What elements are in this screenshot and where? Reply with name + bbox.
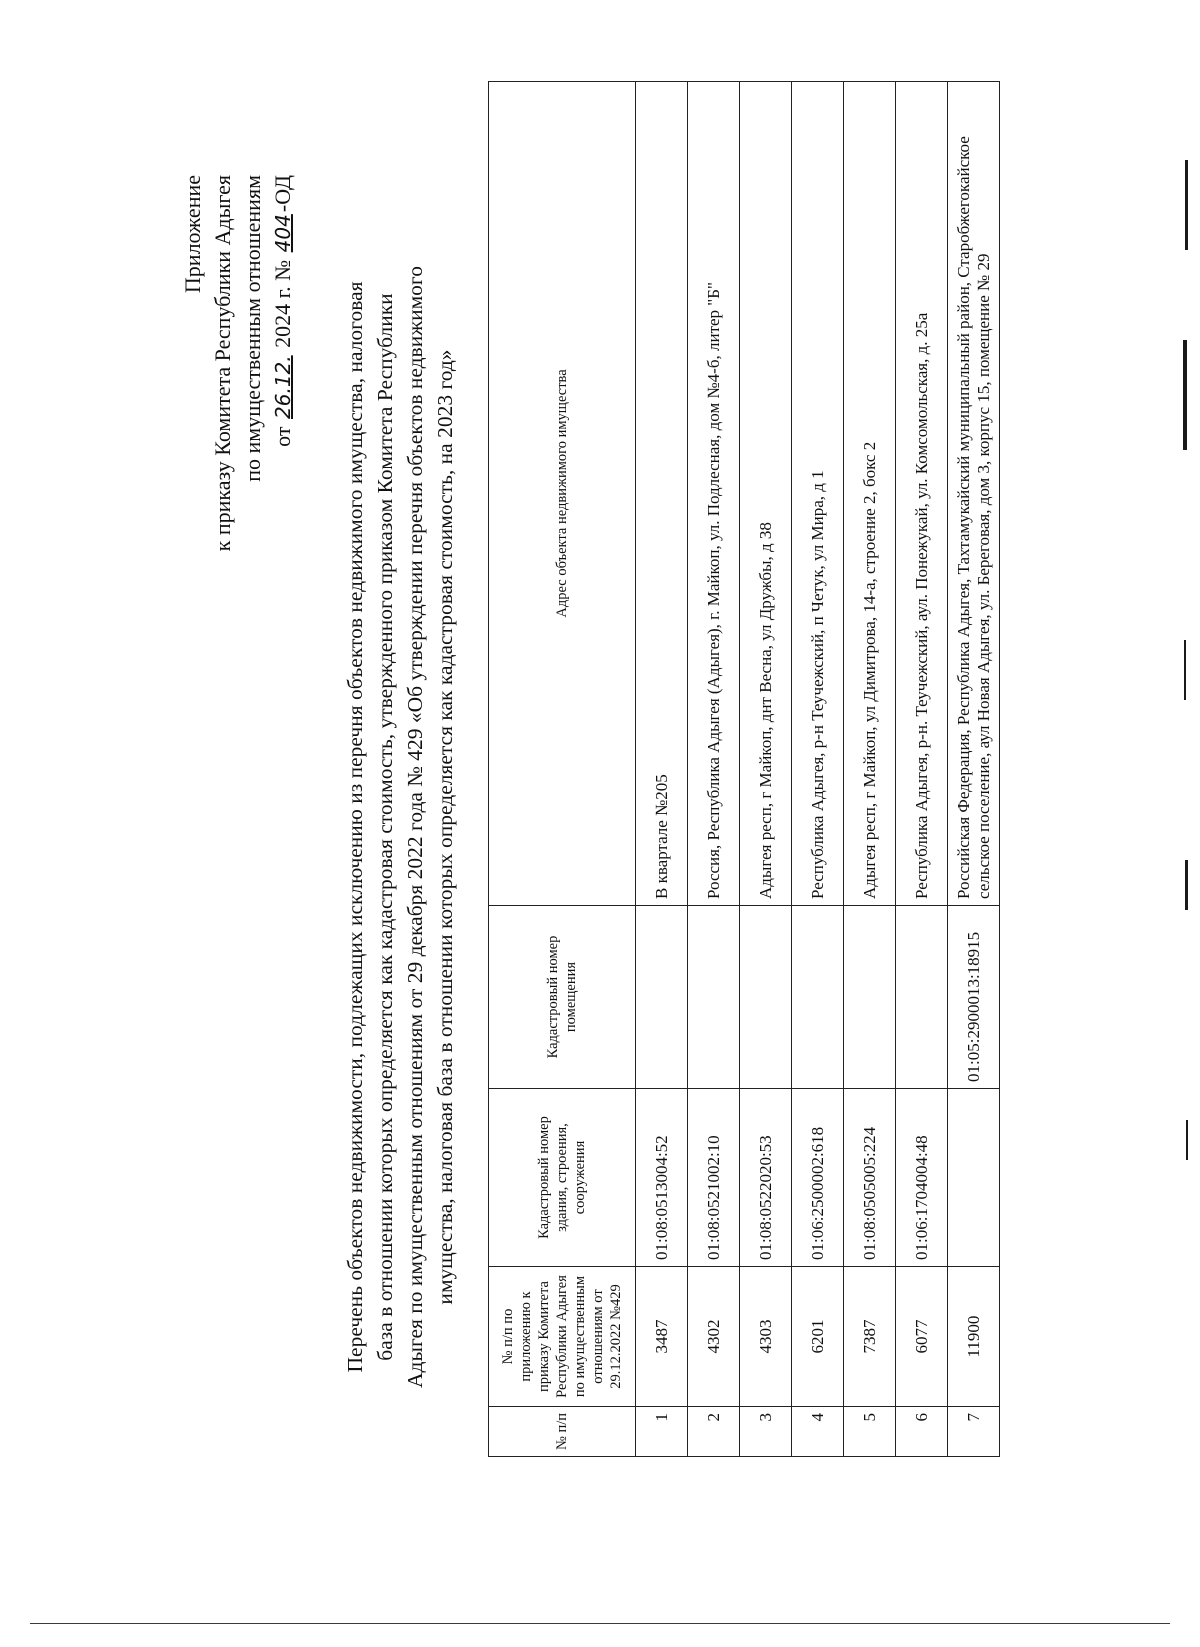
title-line: Адыгея по имущественным отношениям от 29 декабря 2022 года № 429 «Об утверждении перечня объектов недвижимого (403, 266, 427, 1388)
cell-cad-room (844, 906, 896, 1089)
cell-num: 1 (636, 1407, 688, 1457)
appendix-title: Приложение (180, 175, 205, 294)
table-row (896, 82, 948, 1457)
property-table (488, 81, 1000, 1457)
scan-edge-mark (1184, 640, 1186, 700)
table-row (688, 82, 740, 1457)
appendix-date-line (268, 175, 298, 551)
cell-cad-building: 01:08:0505005:224 (844, 1089, 896, 1267)
cell-address: Россия, Республика Адыгея (Адыгея), г. Майкоп, ул. Подлесная, дом №4-б, литер "Б" (688, 82, 740, 906)
cell-prev-num: 3487 (636, 1267, 688, 1407)
cell-prev-num: 7387 (844, 1267, 896, 1407)
document-title (340, 157, 460, 1497)
title-line: имущества, налоговая база в отношении которых определяется как кадастровая стоимость, на 2023 год» (433, 349, 457, 1305)
cell-prev-num: 4303 (740, 1267, 792, 1407)
cell-num: 2 (688, 1407, 740, 1457)
cell-address: Республика Адыгея, р-н Теучежский, п Четук, ул Мира, д 1 (792, 82, 844, 906)
cell-address: Российская Федерация, Республика Адыгея, Тахтамукайский муниципальный район, Старобжегокайское сельское поселение, аул Новая Адыгея, ул. Береговая, дом 3, корпус 15, помещение № 29 (948, 82, 1000, 906)
cell-address: Адыгея респ, г Майкоп, днт Весна, ул Дружбы, д 38 (740, 82, 792, 906)
appendix-header (178, 175, 298, 551)
header-address: Адрес объекта недвижимого имущества (489, 82, 636, 906)
table-row (636, 82, 688, 1457)
order-suffix: -ОД (270, 175, 295, 213)
cell-cad-room: 01:05:2900013:18915 (948, 906, 1000, 1089)
table-header-row (489, 82, 636, 1457)
cell-cad-building (948, 1089, 1000, 1267)
cell-num: 3 (740, 1407, 792, 1457)
table-row (948, 82, 1000, 1457)
header-num: № п/п (489, 1407, 636, 1457)
appendix-committee: по имущественным отношениям (240, 175, 265, 482)
cell-num: 6 (896, 1407, 948, 1457)
header-cad-room: Кадастровый номер помещения (489, 906, 636, 1089)
cell-prev-num: 6201 (792, 1267, 844, 1407)
table-row (844, 82, 896, 1457)
cell-num: 5 (844, 1407, 896, 1457)
cell-cad-building: 01:08:0521002:10 (688, 1089, 740, 1267)
scan-edge-mark (1186, 1120, 1188, 1160)
table-row (740, 82, 792, 1457)
cell-cad-room (636, 906, 688, 1089)
scan-edge-mark (1183, 340, 1187, 450)
cell-cad-building: 01:06:1704004:48 (896, 1089, 948, 1267)
date-prefix: от (270, 426, 295, 447)
cell-cad-room (688, 906, 740, 1089)
cell-cad-room (896, 906, 948, 1089)
title-line: база в отношении которых определяется как кадастровая стоимость, утвержденного приказом Комитета Республики (373, 293, 397, 1361)
date-year: 2024 г. № (270, 259, 295, 348)
cell-cad-room (792, 906, 844, 1089)
cell-prev-num: 11900 (948, 1267, 1000, 1407)
cell-address: Республика Адыгея, р-н. Теучежский, аул. Понежукай, ул. Комсомольская, д. 25а (896, 82, 948, 906)
header-cad-building: Кадастровый номер здания, строения, сооружения (489, 1089, 636, 1267)
cell-cad-building: 01:08:0522020:53 (740, 1089, 792, 1267)
scan-edge-mark (1185, 160, 1188, 250)
cell-num: 7 (948, 1407, 1000, 1457)
handwritten-order-number: 404 (271, 214, 295, 253)
header-prev-num: № п/п по приложению к приказу Комитета Республики Адыгея по имущественным отношениям от 29.12.2022 №429 (489, 1267, 636, 1407)
appendix-order-ref: к приказу Комитета Республики Адыгея (210, 175, 235, 552)
cell-cad-building: 01:06:2500002:618 (792, 1089, 844, 1267)
cell-cad-room (740, 906, 792, 1089)
cell-num: 4 (792, 1407, 844, 1457)
table-row (792, 82, 844, 1457)
cell-cad-building: 01:08:0513004:52 (636, 1089, 688, 1267)
scan-edge-line (30, 1623, 1170, 1624)
cell-address: В квартале №205 (636, 82, 688, 906)
cell-prev-num: 4302 (688, 1267, 740, 1407)
cell-prev-num: 6077 (896, 1267, 948, 1407)
title-line: Перечень объектов недвижимости, подлежащих исключению из перечня объектов недвижимого имущества, налоговая (343, 281, 367, 1373)
scan-edge-mark (1185, 860, 1188, 910)
handwritten-date: 26.12. (271, 355, 295, 419)
cell-address: Адыгея респ, г Майкоп, ул Димитрова, 14-а, строение 2, бокс 2 (844, 82, 896, 906)
